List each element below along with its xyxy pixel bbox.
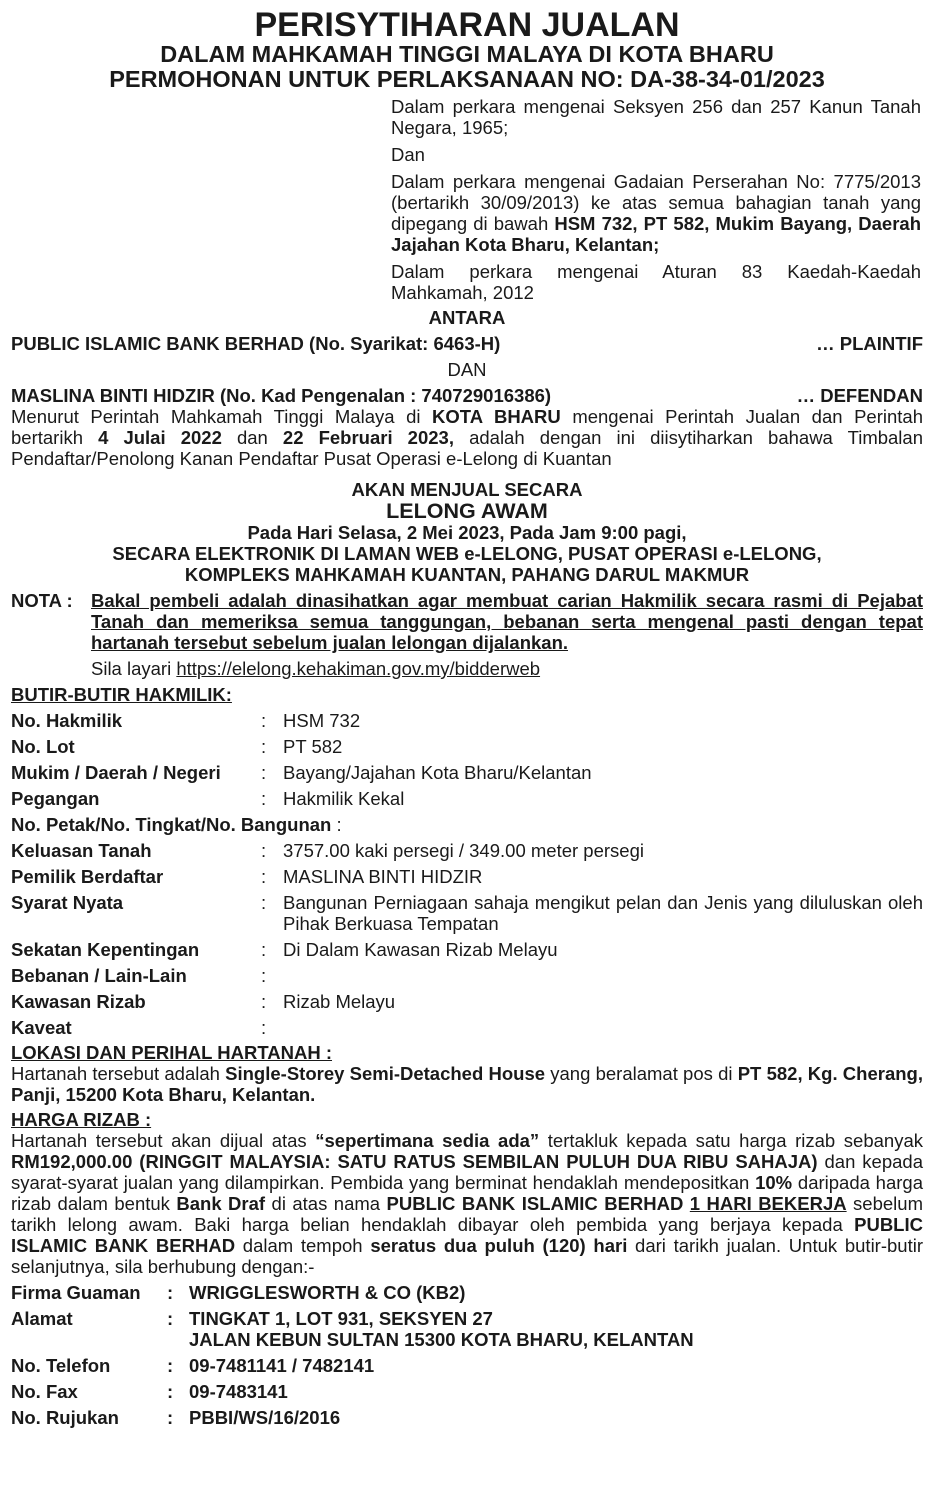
reserve-paragraph xyxy=(11,1130,923,1277)
row-sep: : xyxy=(261,710,267,731)
firm-name: WRIGGLESWORTH & CO (KB2) xyxy=(189,1282,466,1303)
title-row xyxy=(11,840,923,866)
matter-p3: Dalam perkara mengenai Aturan 83 Kaedah-Kaedah Mahkamah, 2012 xyxy=(391,261,921,303)
bidder-web-link[interactable]: https://elelong.kehakiman.gov.my/bidderweb xyxy=(176,658,541,679)
nota-text: Bakal pembeli adalah dinasihatkan agar membuat carian Hakmilik secara rasmi di Pejabat Tanah dan memeriksa semua tanggungan, bebanan serta mengenal pasti dengan tepat hartanah tersebut sebelum jualan lelongan dijalankan. xyxy=(91,590,923,653)
payee-bank: PUBLIC BANK ISLAMIC BERHAD xyxy=(386,1193,690,1214)
row-value: Rizab Melayu xyxy=(283,991,396,1012)
order-date-2: 22 Februari 2023, xyxy=(282,427,454,448)
defendant-row xyxy=(11,385,923,406)
property-type: Single-Storey Semi-Detached House xyxy=(225,1063,546,1084)
row-sep: : xyxy=(261,762,267,783)
row-sep: : xyxy=(167,1381,174,1402)
row-value: Di Dalam Kawasan Rizab Melayu xyxy=(283,939,558,960)
row-sep: : xyxy=(261,991,267,1012)
title-row xyxy=(11,866,923,892)
row-sep: : xyxy=(261,892,267,913)
row-label: Pemilik Berdaftar xyxy=(11,866,164,887)
title-row xyxy=(11,788,923,814)
title-row-petak xyxy=(11,814,923,840)
reserve-text-8: dari tarikh jualan. Untuk butir-butir selanjutnya, sila berhubung dengan:- xyxy=(11,1235,923,1277)
page-title: PERISYTIHARAN JUALAN xyxy=(254,6,680,44)
nota-block xyxy=(11,590,923,653)
row-sep: : xyxy=(167,1282,174,1303)
order-court: KOTA BHARU xyxy=(432,406,561,427)
contact-row xyxy=(11,1407,923,1433)
dan-label: DAN xyxy=(447,359,487,380)
ref-value: PBBI/WS/16/2016 xyxy=(189,1407,341,1428)
address-label: Alamat xyxy=(11,1308,73,1329)
order-text-3: dan xyxy=(221,427,283,448)
court-name: DALAM MAHKAMAH TINGGI MALAYA DI KOTA BHARU xyxy=(160,41,774,67)
auction-line-1: AKAN MENJUAL SECARA xyxy=(351,479,583,500)
deposit-percent: 10% xyxy=(755,1172,793,1193)
auction-line-3: Pada Hari Selasa, 2 Mei 2023, Pada Jam 9:00 pagi, xyxy=(247,522,687,543)
ref-label: No. Rujukan xyxy=(11,1407,119,1428)
reserve-text-3: dan kepada syarat-syarat jualan yang dilampirkan. Pembida yang berminat hendaklah mendepositkan xyxy=(11,1151,923,1193)
sale-proclamation xyxy=(0,8,932,1433)
reserve-as-is: “sepertimana sedia ada” xyxy=(315,1130,540,1151)
petak-label: No. Petak/No. Tingkat/No. Bangunan xyxy=(11,814,332,835)
petak-sep: : xyxy=(331,814,342,835)
reserve-text-5: di atas nama xyxy=(265,1193,387,1214)
defendant-name: MASLINA BINTI HIDZIR (No. Kad Pengenalan : 740729016386) xyxy=(11,385,552,406)
matter-dan: Dan xyxy=(391,144,425,165)
contact-row xyxy=(11,1308,923,1355)
matter-p1: Dalam perkara mengenai Seksyen 256 dan 257 Kanun Tanah Negara, 1965; xyxy=(391,96,921,138)
row-sep: : xyxy=(167,1407,174,1428)
contact-row xyxy=(11,1282,923,1308)
defendant-role: … DEFENDAN xyxy=(796,385,923,406)
plaintiff-role: … PLAINTIF xyxy=(816,333,923,354)
title-row xyxy=(11,762,923,788)
location-text-1: Hartanah tersebut adalah xyxy=(11,1063,226,1084)
auction-line-4: SECARA ELEKTRONIK DI LAMAN WEB e-LELONG, PUSAT OPERASI e-LELONG, xyxy=(112,543,822,564)
title-row xyxy=(11,710,923,736)
row-sep: : xyxy=(261,736,267,757)
row-value: Bangunan Perniagaan sahaja mengikut pelan dan Jenis yang diluluskan oleh Pihak Berkuasa Tempatan xyxy=(283,892,923,934)
address-value xyxy=(189,1308,923,1355)
row-label: Keluasan Tanah xyxy=(11,840,152,861)
plaintiff-row xyxy=(11,333,923,354)
title-row xyxy=(11,965,923,991)
address-line-2: JALAN KEBUN SULTAN 15300 KOTA BHARU, KELANTAN xyxy=(189,1329,694,1350)
title-row xyxy=(11,939,923,965)
auction-line-2: LELONG AWAM xyxy=(386,499,548,523)
balance-payee: PUBLIC ISLAMIC BANK BERHAD xyxy=(11,1214,923,1256)
row-sep: : xyxy=(261,939,267,960)
row-label: Bebanan / Lain-Lain xyxy=(11,965,187,986)
nota-label: NOTA : xyxy=(11,590,73,611)
row-sep: : xyxy=(167,1355,174,1376)
row-sep: : xyxy=(261,1017,267,1038)
nota-visit-text: Sila layari xyxy=(91,658,177,679)
row-sep: : xyxy=(167,1308,174,1329)
order-text-1: Menurut Perintah Mahkamah Tinggi Malaya di xyxy=(11,406,433,427)
matter-block xyxy=(391,96,921,303)
row-label: Mukim / Daerah / Negeri xyxy=(11,762,221,783)
contact-table xyxy=(11,1282,923,1433)
property-address: PT 582, Kg. Cherang, Panji, 15200 Kota Bharu, Kelantan. xyxy=(11,1063,923,1105)
order-text-2: mengenai Perintah Jualan dan Perintah bertarikh xyxy=(11,406,924,448)
row-label: Syarat Nyata xyxy=(11,892,124,913)
title-row xyxy=(11,892,923,939)
title-row xyxy=(11,991,923,1017)
reserve-heading: HARGA RIZAB : xyxy=(11,1109,152,1130)
row-label: Sekatan Kepentingan xyxy=(11,939,200,960)
title-row xyxy=(11,1017,923,1038)
location-heading: LOKASI DAN PERIHAL HARTANAH : xyxy=(11,1042,333,1063)
auction-line-5: KOMPLEKS MAHKAMAH KUANTAN, PAHANG DARUL MAKMUR xyxy=(184,564,750,585)
contact-row xyxy=(11,1381,923,1407)
row-label: Pegangan xyxy=(11,788,100,809)
row-label: Kawasan Rizab xyxy=(11,991,146,1012)
matter-p2-property: HSM 732, PT 582, Mukim Bayang, Daerah Jajahan Kota Bharu, Kelantan; xyxy=(391,213,922,255)
row-value xyxy=(283,1017,923,1038)
fax-value: 09-7483141 xyxy=(189,1381,288,1402)
location-paragraph xyxy=(11,1063,923,1105)
row-value: Hakmilik Kekal xyxy=(283,788,405,809)
reserve-text-6: sebelum tarikh lelong awam. Baki harga belian hendaklah dibayar oleh pembida yang berjaya kepada xyxy=(11,1193,923,1235)
application-number: PERMOHONAN UNTUK PERLAKSANAAN NO: DA-38-34-01/2023 xyxy=(109,66,825,92)
row-value: 3757.00 kaki persegi / 349.00 meter persegi xyxy=(283,840,644,861)
nota-visit xyxy=(91,658,923,679)
row-label: No. Hakmilik xyxy=(11,710,123,731)
row-value: HSM 732 xyxy=(283,710,361,731)
row-value: Bayang/Jajahan Kota Bharu/Kelantan xyxy=(283,762,592,783)
reserve-price: RM192,000.00 (RINGGIT MALAYSIA: SATU RATUS SEMBILAN PULUH DUA RIBU SAHAJA) xyxy=(11,1151,818,1172)
reserve-text-4: daripada harga rizab dalam bentuk xyxy=(11,1172,923,1214)
row-label: No. Lot xyxy=(11,736,75,757)
bank-draft: Bank Draf xyxy=(176,1193,266,1214)
balance-period: seratus dua puluh (120) hari xyxy=(370,1235,628,1256)
fax-label: No. Fax xyxy=(11,1381,78,1402)
order-paragraph xyxy=(11,406,923,469)
firm-label: Firma Guaman xyxy=(11,1282,141,1303)
order-date-1: 4 Julai 2022 xyxy=(98,427,222,448)
location-text-2: yang beralamat pos di xyxy=(545,1063,738,1084)
row-sep: : xyxy=(261,866,267,887)
tel-label: No. Telefon xyxy=(11,1355,111,1376)
reserve-text-2: tertakluk kepada satu harga rizab sebanyak xyxy=(539,1130,923,1151)
row-value: MASLINA BINTI HIDZIR xyxy=(283,866,483,887)
row-sep: : xyxy=(261,840,267,861)
row-sep: : xyxy=(261,788,267,809)
reserve-text-1: Hartanah tersebut akan dijual atas xyxy=(11,1130,316,1151)
contact-row xyxy=(11,1355,923,1381)
row-value: PT 582 xyxy=(283,736,343,757)
title-details-table xyxy=(11,710,923,1038)
row-label: Kaveat xyxy=(11,1017,72,1038)
petak-cell xyxy=(11,814,923,840)
row-sep: : xyxy=(261,965,267,986)
matter-p2 xyxy=(391,171,921,255)
row-value xyxy=(283,965,923,991)
title-details-heading: BUTIR-BUTIR HAKMILIK: xyxy=(11,684,232,705)
address-line-1: TINGKAT 1, LOT 931, SEKSYEN 27 xyxy=(189,1308,493,1329)
tel-value: 09-7481141 / 7482141 xyxy=(189,1355,375,1376)
title-row xyxy=(11,736,923,762)
matter-p2-text: Dalam perkara mengenai Gadaian Perserahan No: 7775/2013 (bertarikh 30/09/2013) ke atas semua bahagian tanah yang dipegang di bawah xyxy=(391,171,921,234)
reserve-text-7: dalam tempoh xyxy=(235,1235,371,1256)
order-text-4: adalah dengan ini diisytiharkan bahawa Timbalan Pendaftar/Penolong Kanan Pendaftar Pusat Operasi e-Lelong di Kuantan xyxy=(11,427,923,469)
plaintiff-name: PUBLIC ISLAMIC BANK BERHAD (No. Syarikat: 6463-H) xyxy=(11,333,501,354)
deposit-deadline: 1 HARI BEKERJA xyxy=(689,1193,847,1214)
antara-label: ANTARA xyxy=(428,307,506,328)
